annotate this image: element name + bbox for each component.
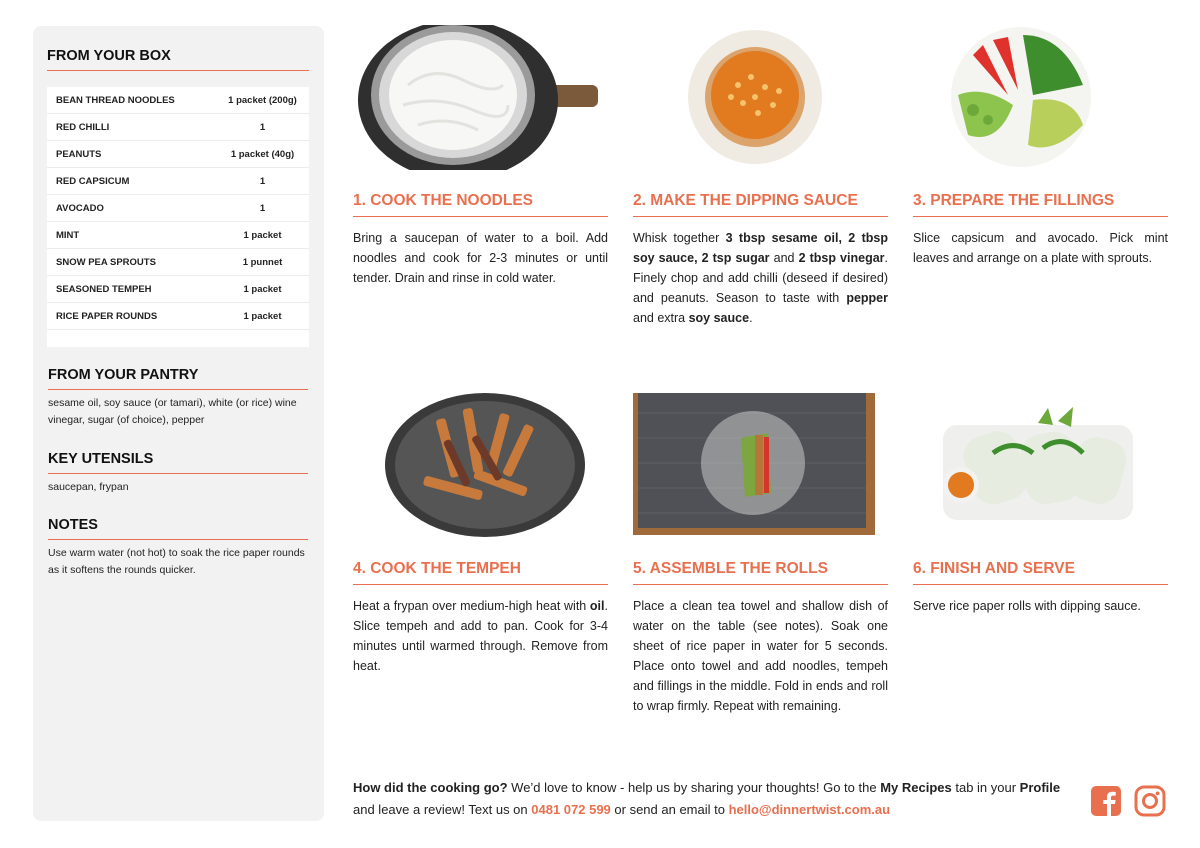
bold-text: Profile: [1019, 780, 1061, 795]
text-segment: Serve rice paper rolls with dipping sauce.: [913, 599, 1141, 613]
notes-title: NOTES: [48, 517, 308, 540]
box-item-qty: 1 punnet: [242, 256, 283, 268]
rice-paper-assembly-photo: [633, 393, 888, 538]
pantry-title: FROM YOUR PANTRY: [48, 367, 308, 390]
box-item-name: RED CHILLI: [56, 121, 110, 133]
box-item-row: [47, 168, 309, 195]
box-item-qty: 1 packet: [243, 229, 282, 241]
feedback-text: [353, 777, 1083, 821]
step-1-text: [353, 228, 608, 288]
box-item-name: SNOW PEA SPROUTS: [56, 256, 156, 268]
box-item-name: AVOCADO: [56, 202, 104, 214]
dipping-sauce-bowl-photo: [633, 25, 888, 170]
box-item-row: [47, 276, 309, 303]
step-6-text: [913, 596, 1168, 616]
notes-text: Use warm water (not hot) to soak the rice paper rounds as it softens the rounds quicker.: [48, 547, 305, 576]
box-item-name: MINT: [56, 229, 80, 241]
step-4-text: [353, 596, 608, 676]
text-segment: . Slice tempeh and add to pan. Cook for 3-4 minutes until warmed through. Remove from heat.: [353, 599, 608, 673]
tempeh-in-frypan-photo: [353, 393, 608, 538]
utensils-title: KEY UTENSILS: [48, 451, 308, 474]
text-segment: We’d love to know - help us by sharing your thoughts! Go to the: [507, 780, 881, 795]
step-5-text: [633, 596, 888, 716]
utensils-text: saucepan, frypan: [48, 481, 129, 493]
step-2-text: [633, 228, 888, 328]
pantry-text: sesame oil, soy sauce (or tamari), white (or rice) wine vinegar, sugar (of choice), pepper: [48, 397, 297, 426]
box-item-name: SEASONED TEMPEH: [56, 283, 152, 295]
highlight-text[interactable]: 0481 072 599: [531, 802, 611, 817]
step-2-title: 2. MAKE THE DIPPING SAUCE: [633, 192, 888, 217]
step-3-title: 3. PREPARE THE FILLINGS: [913, 192, 1168, 217]
text-segment: or send an email to: [610, 802, 729, 817]
step-6-title: 6. FINISH AND SERVE: [913, 560, 1168, 585]
noodles-in-strainer-photo: [353, 25, 608, 170]
text-segment: Slice capsicum and avocado. Pick mint leaves and arrange on a plate with sprouts.: [913, 231, 1168, 265]
box-title: FROM YOUR BOX: [47, 48, 309, 71]
box-item-row: [47, 114, 309, 141]
box-item-row: [47, 222, 309, 249]
box-item-qty: 1 packet: [243, 283, 282, 295]
bold-text: How did the cooking go?: [353, 780, 508, 795]
box-item-name: RED CAPSICUM: [56, 175, 130, 187]
sidebar-panel: [33, 26, 324, 821]
box-item-name: BEAN THREAD NOODLES: [56, 94, 175, 106]
text-segment: Place a clean tea towel and shallow dish of water on the table (see notes). Soak one sheet of rice paper in water for 5 seconds. Place onto towel and add noodles, tempeh and fillings in the middle. Fold in ends and roll to wrap firmly. Repeat with remaining.: [633, 599, 888, 713]
box-item-row: [47, 87, 309, 114]
box-item-qty: 1 packet (200g): [228, 94, 297, 106]
text-segment: tab in your: [951, 780, 1020, 795]
bold-text: 3 tbsp sesame oil, 2 tbsp soy sauce, 2 tsp sugar: [633, 231, 888, 265]
text-segment: and leave a review! Text us on: [353, 802, 532, 817]
step-4-title: 4. COOK THE TEMPEH: [353, 560, 608, 585]
step-3-text: [913, 228, 1168, 268]
box-item-qty: 1 packet: [243, 310, 282, 322]
bold-text: oil: [589, 599, 605, 613]
text-segment: Heat a frypan over medium-high heat with: [353, 599, 590, 613]
facebook-icon[interactable]: [1090, 785, 1122, 817]
box-item-row: [47, 303, 309, 330]
box-item-qty: 1 packet (40g): [230, 148, 295, 160]
box-item-qty: 1: [259, 175, 266, 187]
box-item-name: RICE PAPER ROUNDS: [56, 310, 158, 322]
bold-text: soy sauce: [688, 311, 750, 325]
text-segment: Bring a saucepan of water to a boil. Add noodles and cook for 2-3 minutes or until tender. Drain and rinse in cold water.: [353, 231, 608, 285]
step-1-title: 1. COOK THE NOODLES: [353, 192, 608, 217]
box-item-row: [47, 249, 309, 276]
highlight-text[interactable]: hello@dinnertwist.com.au: [728, 802, 891, 817]
box-item-row: [47, 141, 309, 168]
text-segment: and extra: [633, 311, 689, 325]
finished-rolls-photo: [913, 393, 1168, 538]
instagram-icon[interactable]: [1134, 785, 1166, 817]
box-item-row: [47, 195, 309, 222]
box-item-qty: 1: [259, 202, 266, 214]
bold-text: 2 tbsp vinegar: [798, 251, 885, 265]
step-5-title: 5. ASSEMBLE THE ROLLS: [633, 560, 888, 585]
box-item-qty: 1: [259, 121, 266, 133]
text-segment: . Finely chop and add chilli (deseed if desired) and peanuts. Season to taste with: [633, 251, 889, 305]
text-segment: and: [769, 251, 799, 265]
text-segment: Whisk together: [633, 231, 726, 245]
fillings-plate-photo: [913, 25, 1168, 170]
box-item-name: PEANUTS: [56, 148, 102, 160]
box-ingredients-table: [47, 87, 309, 347]
bold-text: My Recipes: [880, 780, 952, 795]
bold-text: pepper: [846, 291, 888, 305]
text-segment: .: [749, 311, 753, 325]
